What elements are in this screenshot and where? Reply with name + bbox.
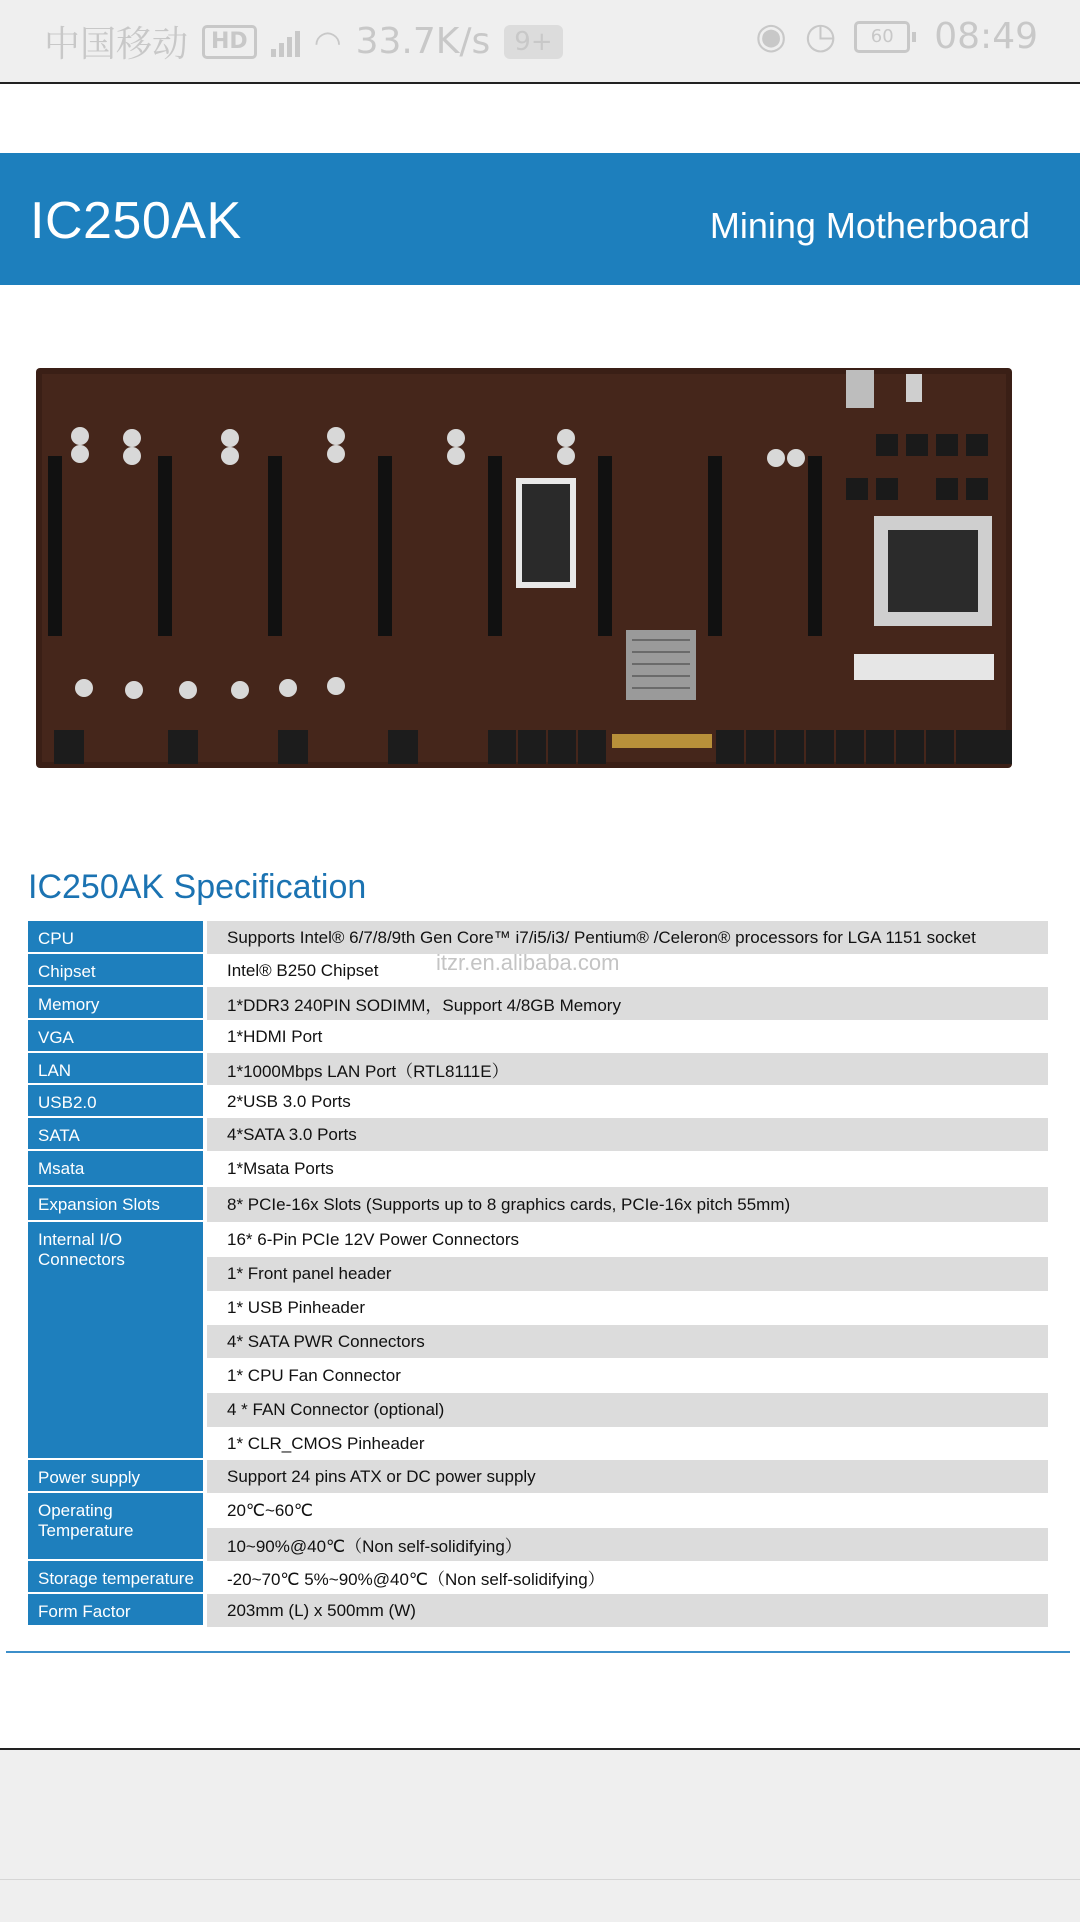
spec-value: 1* CLR_CMOS Pinheader bbox=[227, 1433, 425, 1453]
status-right bbox=[755, 16, 1038, 57]
spec-values bbox=[207, 1085, 1048, 1118]
motherboard-image bbox=[36, 368, 1022, 778]
spec-label: USB2.0 bbox=[28, 1085, 203, 1118]
spec-label: Memory bbox=[28, 987, 203, 1020]
spec-label: Msata bbox=[28, 1151, 203, 1187]
spec-values bbox=[207, 1020, 1048, 1053]
divider bbox=[6, 1651, 1070, 1653]
spec-values bbox=[207, 1053, 1048, 1085]
motherboard-illustration bbox=[36, 368, 1022, 778]
wifi-icon: ◠ bbox=[313, 22, 342, 61]
spec-row bbox=[28, 1222, 1048, 1460]
signal-icon bbox=[271, 27, 300, 57]
spec-table bbox=[28, 921, 1048, 1627]
model-title: IC250AK bbox=[30, 192, 242, 250]
spec-value: 203mm (L) x 500mm (W) bbox=[207, 1594, 1048, 1627]
footer-bar bbox=[0, 1748, 1080, 1922]
spec-label: VGA bbox=[28, 1020, 203, 1053]
spec-label: CPU bbox=[28, 921, 203, 954]
spec-value: 8* PCIe-16x Slots (Supports up to 8 graphics cards, PCIe-16x pitch 55mm) bbox=[207, 1187, 1048, 1222]
spec-label: Power supply bbox=[28, 1460, 203, 1493]
spec-label: LAN bbox=[28, 1053, 203, 1085]
banner-subtitle: Mining Motherboard bbox=[709, 205, 1030, 246]
spec-value: 1* USB Pinheader bbox=[227, 1298, 365, 1317]
spec-values bbox=[207, 1151, 1048, 1187]
clock: 08:49 bbox=[934, 16, 1038, 57]
notification-count: 9+ bbox=[504, 25, 562, 59]
spec-value: 1*1000Mbps LAN Port（RTL8111E） bbox=[207, 1053, 1048, 1085]
spec-value: 10~90%@40℃（Non self-solidifying） bbox=[207, 1528, 1048, 1561]
spec-value: Intel® B250 Chipset bbox=[227, 960, 379, 980]
spec-row bbox=[28, 1594, 1048, 1627]
alarm-icon: ◷ bbox=[804, 16, 837, 57]
spec-value: 1*DDR3 240PIN SODIMM，Support 4/8GB Memory bbox=[207, 987, 1048, 1020]
eye-icon: ◉ bbox=[755, 16, 787, 57]
spec-values bbox=[207, 1561, 1048, 1594]
hd-badge-icon: HD bbox=[202, 25, 257, 59]
spec-values bbox=[207, 1493, 1048, 1561]
spec-value: 20℃~60℃ bbox=[227, 1500, 313, 1520]
spec-value: 1* Front panel header bbox=[207, 1257, 1048, 1291]
spec-values bbox=[207, 1222, 1048, 1460]
spec-label: SATA bbox=[28, 1118, 203, 1151]
spec-label: Internal I/O Connectors bbox=[28, 1222, 203, 1460]
spec-label: Chipset bbox=[28, 954, 203, 987]
spec-label: Storage temperature bbox=[28, 1561, 203, 1594]
spec-value: 1*HDMI Port bbox=[227, 1026, 323, 1046]
spec-value: 1* CPU Fan Connector bbox=[227, 1365, 401, 1385]
spec-row bbox=[28, 987, 1048, 1020]
spec-values bbox=[207, 1460, 1048, 1493]
spec-row bbox=[28, 1187, 1048, 1222]
spec-values bbox=[207, 921, 1048, 954]
spec-row bbox=[28, 1118, 1048, 1151]
status-bar bbox=[0, 0, 1080, 84]
spec-row bbox=[28, 1085, 1048, 1118]
battery-icon bbox=[854, 21, 916, 53]
spec-row bbox=[28, 1020, 1048, 1053]
spec-value: 4 * FAN Connector (optional) bbox=[207, 1393, 1048, 1427]
watermark: itzr.en.alibaba.com bbox=[436, 950, 620, 975]
spec-value: 4* SATA PWR Connectors bbox=[207, 1325, 1048, 1358]
spec-label: Operating Temperature bbox=[28, 1493, 203, 1561]
spec-row bbox=[28, 1561, 1048, 1594]
spec-values bbox=[207, 1187, 1048, 1222]
footer-divider bbox=[0, 1879, 1080, 1880]
spec-values bbox=[207, 987, 1048, 1020]
network-speed: 33.7K/s bbox=[355, 21, 491, 62]
spec-row bbox=[28, 1053, 1048, 1085]
spec-row bbox=[28, 1460, 1048, 1493]
spec-value: Supports Intel® 6/7/8/9th Gen Core™ i7/i5/i3/ Pentium® /Celeron® processors for LGA 1151 socket bbox=[207, 921, 1048, 954]
spec-title: IC250AK Specification bbox=[28, 868, 367, 906]
spec-label: Form Factor bbox=[28, 1594, 203, 1627]
spec-values bbox=[207, 954, 1048, 987]
spec-label: Expansion Slots bbox=[28, 1187, 203, 1222]
spec-value: 4*SATA 3.0 Ports bbox=[207, 1118, 1048, 1151]
spec-row bbox=[28, 1151, 1048, 1187]
battery-level: 60 bbox=[854, 21, 910, 53]
spec-value: 1*Msata Ports bbox=[227, 1159, 334, 1178]
spec-value: 2*USB 3.0 Ports bbox=[227, 1091, 351, 1111]
spec-row bbox=[28, 1493, 1048, 1561]
spec-value: -20~70℃ 5%~90%@40℃（Non self-solidifying） bbox=[227, 1570, 605, 1589]
spec-value: 16* 6-Pin PCIe 12V Power Connectors bbox=[227, 1229, 519, 1249]
status-left bbox=[44, 16, 563, 67]
spec-values bbox=[207, 1118, 1048, 1151]
spec-values bbox=[207, 1594, 1048, 1627]
carrier-name: 中国移动 bbox=[44, 24, 189, 65]
spec-value: Support 24 pins ATX or DC power supply bbox=[207, 1460, 1048, 1493]
product-banner bbox=[0, 153, 1080, 285]
